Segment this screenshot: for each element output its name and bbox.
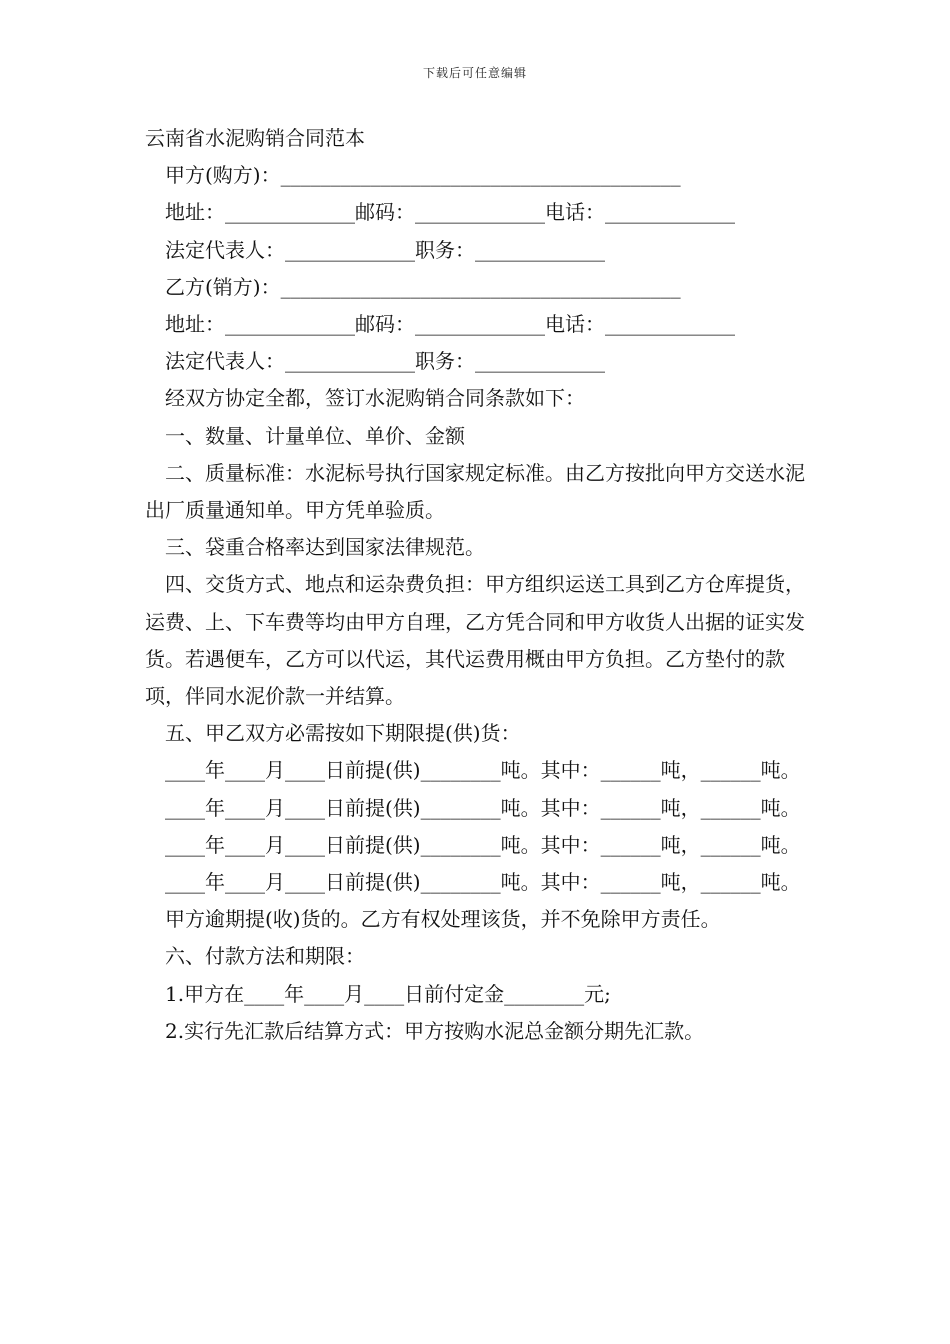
clause-6: 六、付款方法和期限： bbox=[165, 944, 365, 969]
party-b-line: 乙方(销方)：________________________________________ bbox=[165, 274, 681, 299]
clause-4: 四、交货方式、地点和运杂费负担：甲方组织运送工具到乙方仓库提货，运费、上、下车费等均由甲方自理，乙方凭合同和甲方收货人出据的证实发货。若遇便车，乙方可以代运，其代运费用概由甲方负担。乙方垫付的款项，伴同水泥价款一并结算。 bbox=[145, 572, 805, 709]
clause-2: 二、质量标准：水泥标号执行国家规定标准。由乙方按批向甲方交送水泥出厂质量通知单。甲方凭单验质。 bbox=[145, 460, 805, 523]
delivery-schedule-line-4: ____年____月____日前提(供)________吨。其中：______吨，______吨。 bbox=[165, 870, 801, 895]
clause-5: 五、甲乙双方必需按如下期限提(供)货： bbox=[165, 721, 521, 746]
party-b-representative-line: 法定代表人：_____________职务：_____________ bbox=[165, 349, 605, 374]
delivery-schedule-line-1: ____年____月____日前提(供)________吨。其中：______吨，______吨。 bbox=[165, 758, 801, 783]
clause-1: 一、数量、计量单位、单价、金额 bbox=[165, 423, 465, 448]
document-title: 云南省水泥购销合同范本 bbox=[145, 126, 365, 150]
delivery-schedule-line-3: ____年____月____日前提(供)________吨。其中：______吨，______吨。 bbox=[165, 832, 801, 857]
payment-item-1: 1.甲方在____年____月____日前付定金________元; bbox=[165, 981, 611, 1006]
delivery-schedule-line-2: ____年____月____日前提(供)________吨。其中：______吨，______吨。 bbox=[165, 795, 801, 820]
party-a-line: 甲方(购方)：________________________________________ bbox=[165, 163, 681, 188]
contract-body bbox=[145, 120, 810, 1050]
party-b-address-line: 地址：_____________邮码：_____________电话：_____________ bbox=[165, 312, 735, 337]
clause-3: 三、袋重合格率达到国家法律规范。 bbox=[165, 535, 485, 560]
late-pickup-clause: 甲方逾期提(收)货的。乙方有权处理该货，并不免除甲方责任。 bbox=[165, 907, 721, 932]
party-a-representative-line: 法定代表人：_____________职务：_____________ bbox=[165, 237, 605, 262]
agreement-intro: 经双方协定全都，签订水泥购销合同条款如下： bbox=[165, 386, 585, 411]
payment-item-2: 2.实行先汇款后结算方式：甲方按购水泥总金额分期先汇款。 bbox=[165, 1018, 705, 1043]
page-header-note: 下载后可任意编辑 bbox=[422, 66, 527, 80]
party-a-address-line: 地址：_____________邮码：_____________电话：_____________ bbox=[165, 200, 735, 225]
